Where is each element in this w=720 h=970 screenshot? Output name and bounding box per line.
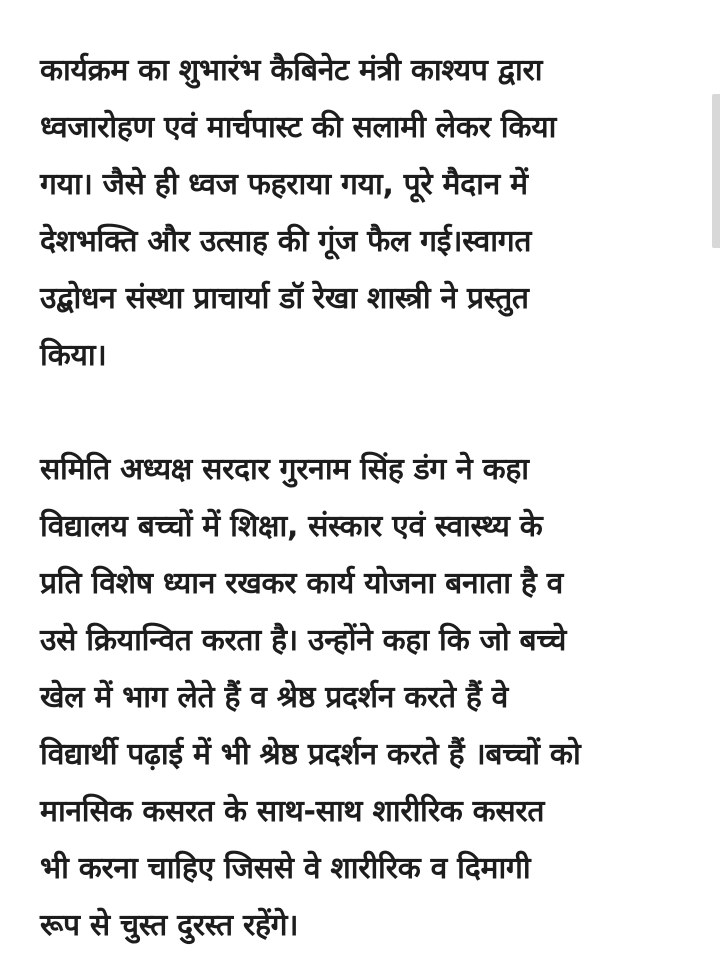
text-line: उसे क्रियान्वित करता है। उन्होंने कहा कि जो बच्चे [40, 623, 567, 658]
article-body [40, 42, 680, 954]
text-line: खेल में भाग लेते हैं व श्रेष्ठ प्रदर्शन करते हैं वे [40, 680, 509, 715]
text-line: प्रति विशेष ध्यान रखकर कार्य योजना बनाता है व [40, 566, 563, 601]
text-line: देशभक्ति और उत्साह की गूंज फैल गई।स्वागत [40, 224, 532, 259]
text-line: मानसिक कसरत के साथ-साथ शारीरिक कसरत [40, 794, 545, 829]
text-line: रूप से चुस्त दुरस्त रहेंगे। [40, 908, 299, 943]
text-line: भी करना चाहिए जिससे वे शारीरिक व दिमागी [40, 851, 531, 886]
text-line: ध्वजारोहण एवं मार्चपास्ट की सलामी लेकर किया [40, 110, 557, 145]
text-line: विद्यार्थी पढ़ाई में भी श्रेष्ठ प्रदर्शन करते हैं ।बच्चों को [40, 737, 581, 772]
text-line: समिति अध्यक्ष सरदार गुरनाम सिंह डंग ने कहा [40, 452, 529, 487]
text-line: उद्बोधन संस्था प्राचार्या डॉ रेखा शास्त्री ने प्रस्तुत [40, 281, 529, 316]
scrollbar-thumb[interactable] [712, 94, 720, 248]
paragraph-spacer [40, 384, 680, 441]
paragraph-1 [40, 42, 680, 384]
text-line: किया। [40, 338, 107, 373]
text-line: विद्यालय बच्चों में शिक्षा, संस्कार एवं स्वास्थ्य के [40, 509, 543, 544]
text-line: कार्यक्रम का शुभारंभ कैबिनेट मंत्री काश्यप द्वारा [40, 53, 543, 88]
text-line: गया। जैसे ही ध्वज फहराया गया, पूरे मैदान में [40, 167, 528, 202]
paragraph-2 [40, 441, 680, 954]
